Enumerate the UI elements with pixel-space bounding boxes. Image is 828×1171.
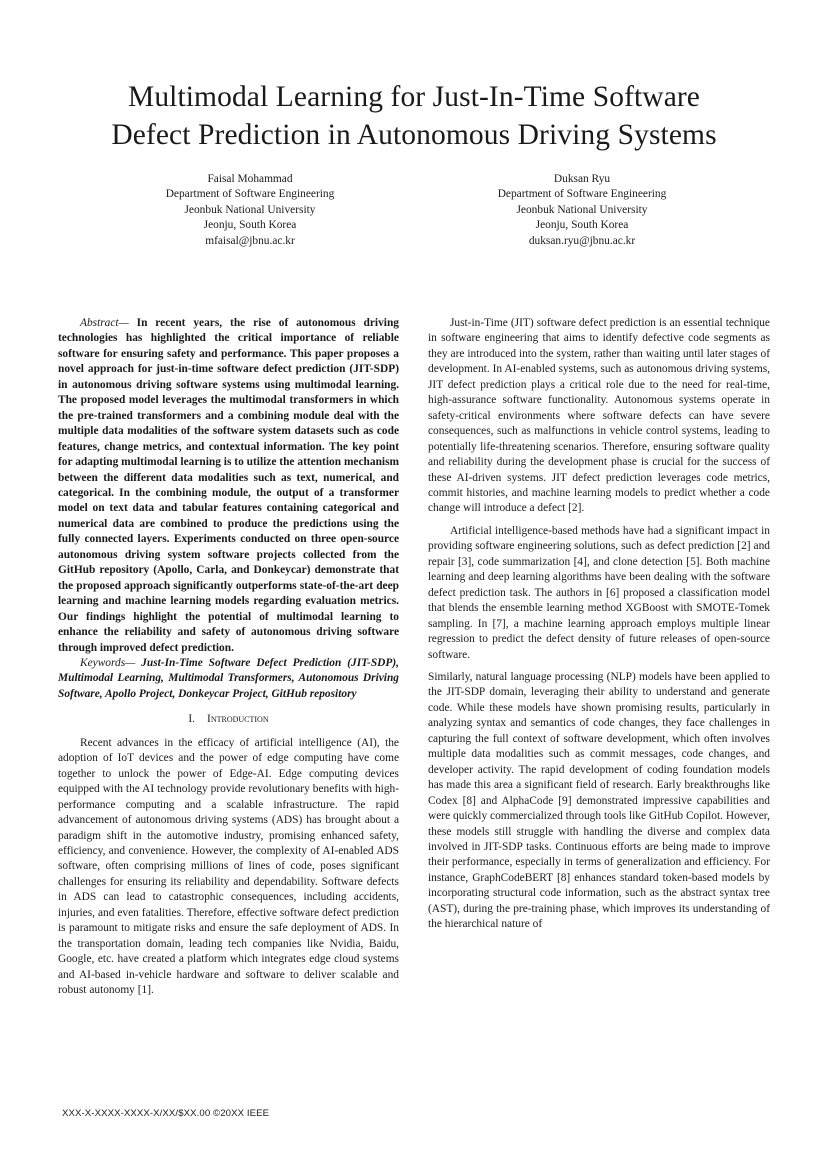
left-column [58,316,399,998]
author-email: mfaisal@jbnu.ac.kr [205,234,295,247]
right-column [428,316,770,933]
body-paragraph: Recent advances in the efficacy of artificial intelligence (AI), the adoption of IoT devices and the power of edge computing have come together to unlock the power of Edge-AI. Edge computing devices equipped with the AI technology provide revolutionary benefits with high-performance computing and a scalable infrastructure. The rapid advancement of autonomous driving systems (ADS) has brought about a paradigm shift in the automotive industry, promising enhanced safety, efficiency, and convenience. However, the complexity of AI-enabled ADS software, often comprising millions of lines of code, poses significant challenges for ensuring its reliability and dependability. Software defects in ADS can lead to catastrophic consequences, including accidents, injuries, and even fatalities. Therefore, effective software defect prediction is paramount to mitigate risks and ensure the safe deployment of ADS. In the transportation domain, leading tech companies like Nvidia, Baidu, Google, etc. have created a platform which integrates edge cloud systems and AI-based in-vehicle hardware and software to deliver scalable and robust autonomy [1]. [58,736,399,997]
abstract-text: In recent years, the rise of autonomous driving technologies has highlighted the critical importance of reliable software for ensuring safety and performance. This paper proposes a novel approach for just-in-time software defect prediction (JIT-SDP) in autonomous driving software systems using multimodal learning. The proposed model leverages the multimodal transformers in which the pre-trained transformers and a combining module deal with the multiple data modalities of the software system datasets such as code features, change metrics, and contextual information. The key point for adapting multimodal learning is to utilize the attention mechanism between the different data modalities such as text, numerical, and categorical. In the combining module, the output of a transformer model on text data and tabular features containing categorical and numerical data are combined to produce the predictions using the fully connected layers. Experiments conducted on three open-source autonomous driving system software projects collected from the GitHub repository (Apollo, Carla, and Donkeycar) demonstrate that the proposed approach significantly outperforms state-of-the-art deep learning and machine learning models regarding evaluation metrics. Our findings highlight the potential of multimodal learning to enhance the reliability and safety of autonomous driving software through improved defect prediction. [58,317,399,654]
title-line-2: Defect Prediction in Autonomous Driving Systems [111,119,717,151]
abstract-label: Abstract— [80,317,129,329]
keywords-text: Just-In-Time Software Defect Prediction (JIT-SDP), Multimodal Learning, Multimodal Transformers, Autonomous Driving Software, Apollo Project, Donkeycar Project, GitHub repository [58,656,399,700]
author-university: Jeonbuk National University [184,203,316,216]
body-paragraph: Just-in-Time (JIT) software defect prediction is an essential technique in software engineering that aims to identify defective code segments as they are introduced into the system, rather than waiting until later stages of development. In AI-enabled systems, such as autonomous driving systems, JIT defect prediction plays a critical role due to the need for real-time, high-assurance software functionality. Autonomous systems operate in safety-critical environments where software defects can have severe consequences, such as malfunctions in vehicle control systems, leading to potentially life-threatening scenarios. Therefore, ensuring software quality and reliability during the development phase is crucial for the success of these AI-driven systems. JIT defect prediction leverages code metrics, commit histories, and machine learning models to predict whether a code change will introduce a defect [2]. [428,317,770,515]
author-block-1 [130,172,370,249]
keywords [58,656,399,702]
author-name: Faisal Mohammad [207,173,293,185]
keywords-label: Keywords— [80,656,136,669]
section-heading-introduction [58,712,399,727]
body-paragraph: Similarly, natural language processing (NLP) models have been applied to the JIT-SDP domain, leveraging their ability to understand and generate code. While these models have shown promising results, particularly in analyzing syntax and semantics of code changes, they face challenges in capturing the full context of software development, which often involves multiple data modalities such as commit messages, code changes, and developer activity. The rapid development of coding foundation models has made this area a significant field of research. Early breakthroughs like Codex [8] and AlphaCode [9] demonstrated impressive capabilities and were quickly commercialized through tools like GitHub Copilot. However, these models still struggle with handling the diverse and complex data involved in JIT-SDP tasks. Continuous efforts are being made to improve their performance, especially in terms of generalization and efficiency. For instance, GraphCodeBERT [8] enhances standard token-based models by incorporating structural code information, such as the abstract syntax tree (AST), during the pre-training phase, which improves its understanding of the hierarchical nature of [428,670,770,931]
abstract [58,316,399,656]
body-paragraph: Artificial intelligence-based methods have had a significant impact in providing software engineering solutions, such as defect prediction [2] and repair [3], code summarization [4], and clone detection [5]. Both machine learning and deep learning algorithms have been dealing with the software defect prediction task. The authors in [6] proposed a classification model that blends the ensemble learning method XGBoost with SMOTE-Tomek sampling. In [7], a machine learning approach employs multiple linear regression to predict the defect density of future releases of open-source software. [428,524,770,661]
paper-title [40,78,788,154]
author-university: Jeonbuk National University [516,203,648,216]
section-number: I. [188,713,196,726]
author-name: Duksan Ryu [553,173,611,185]
author-location: Jeonju, South Korea [535,219,629,232]
author-department: Department of Software Engineering [165,188,335,201]
title-line-1: Multimodal Learning for Just-In-Time Software [127,81,700,113]
author-location: Jeonju, South Korea [203,219,297,232]
author-department: Department of Software Engineering [497,188,667,201]
author-email: duksan.ryu@jbnu.ac.kr [528,234,636,247]
author-block-2 [462,172,702,249]
copyright-footer: XXX-X-XXXX-XXXX-X/XX/$XX.00 ©20XX IEEE [62,1108,270,1119]
section-title: Introduction [207,713,269,726]
